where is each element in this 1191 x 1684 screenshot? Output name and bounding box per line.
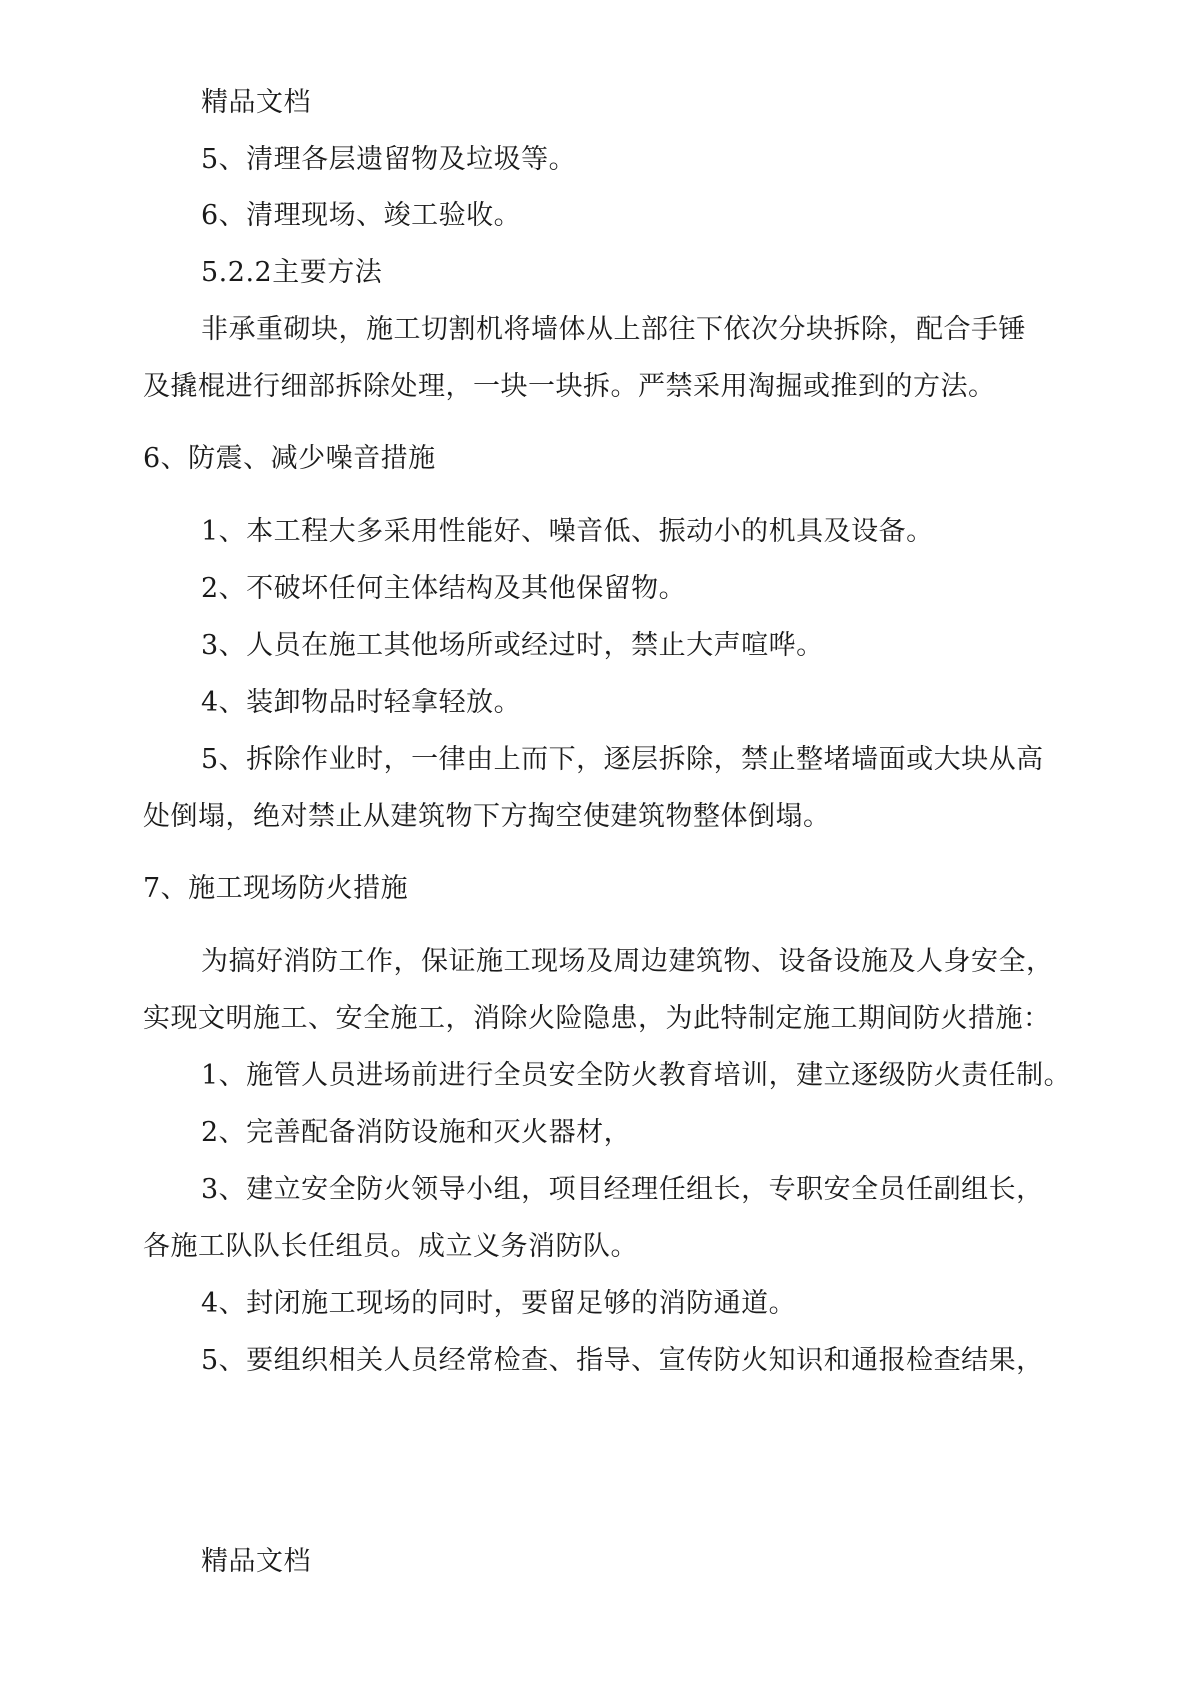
- list-item: 5、清理各层遗留物及垃圾等。: [201, 144, 577, 175]
- list-item: 1、施管人员进场前进行全员安全防火教育培训，建立逐级防火责任制。: [201, 1060, 1072, 1091]
- header-watermark: 精品文档: [201, 87, 311, 118]
- section-heading: 7、施工现场防火措施: [143, 873, 409, 904]
- section-heading: 6、防震、减少噪音措施: [143, 443, 436, 474]
- list-item: 4、装卸物品时轻拿轻放。: [201, 687, 522, 718]
- subsection-heading: 5.2.2主要方法: [201, 257, 383, 288]
- list-item: 6、清理现场、竣工验收。: [201, 200, 522, 231]
- footer-watermark: 精品文档: [201, 1546, 311, 1577]
- list-item: 2、不破坏任何主体结构及其他保留物。: [201, 573, 687, 604]
- list-item: 2、完善配备消防设施和灭火器材，: [201, 1117, 632, 1148]
- list-item: 1、本工程大多采用性能好、噪音低、振动小的机具及设备。: [201, 516, 934, 547]
- list-item-continuation: 处倒塌，绝对禁止从建筑物下方掏空使建筑物整体倒塌。: [143, 801, 831, 832]
- paragraph-line: 实现文明施工、安全施工，消除火险隐患，为此特制定施工期间防火措施：: [143, 1003, 1051, 1034]
- list-item: 5、拆除作业时，一律由上而下，逐层拆除，禁止整堵墙面或大块从高: [201, 744, 1044, 775]
- list-item: 3、建立安全防火领导小组，项目经理任组长，专职安全员任副组长，: [201, 1174, 1044, 1205]
- list-item-continuation: 各施工队队长任组员。成立义务消防队。: [143, 1231, 638, 1262]
- list-item: 4、封闭施工现场的同时，要留足够的消防通道。: [201, 1288, 797, 1319]
- paragraph-line: 非承重砌块，施工切割机将墙体从上部往下依次分块拆除，配合手锤: [201, 314, 1026, 345]
- list-item: 5、要组织相关人员经常检查、指导、宣传防火知识和通报检查结果，: [201, 1345, 1044, 1376]
- paragraph-line: 为搞好消防工作，保证施工现场及周边建筑物、设备设施及人身安全，: [201, 946, 1054, 977]
- list-item: 3、人员在施工其他场所或经过时，禁止大声喧哗。: [201, 630, 824, 661]
- paragraph-line: 及撬棍进行细部拆除处理，一块一块拆。严禁采用淘掘或推到的方法。: [143, 371, 996, 402]
